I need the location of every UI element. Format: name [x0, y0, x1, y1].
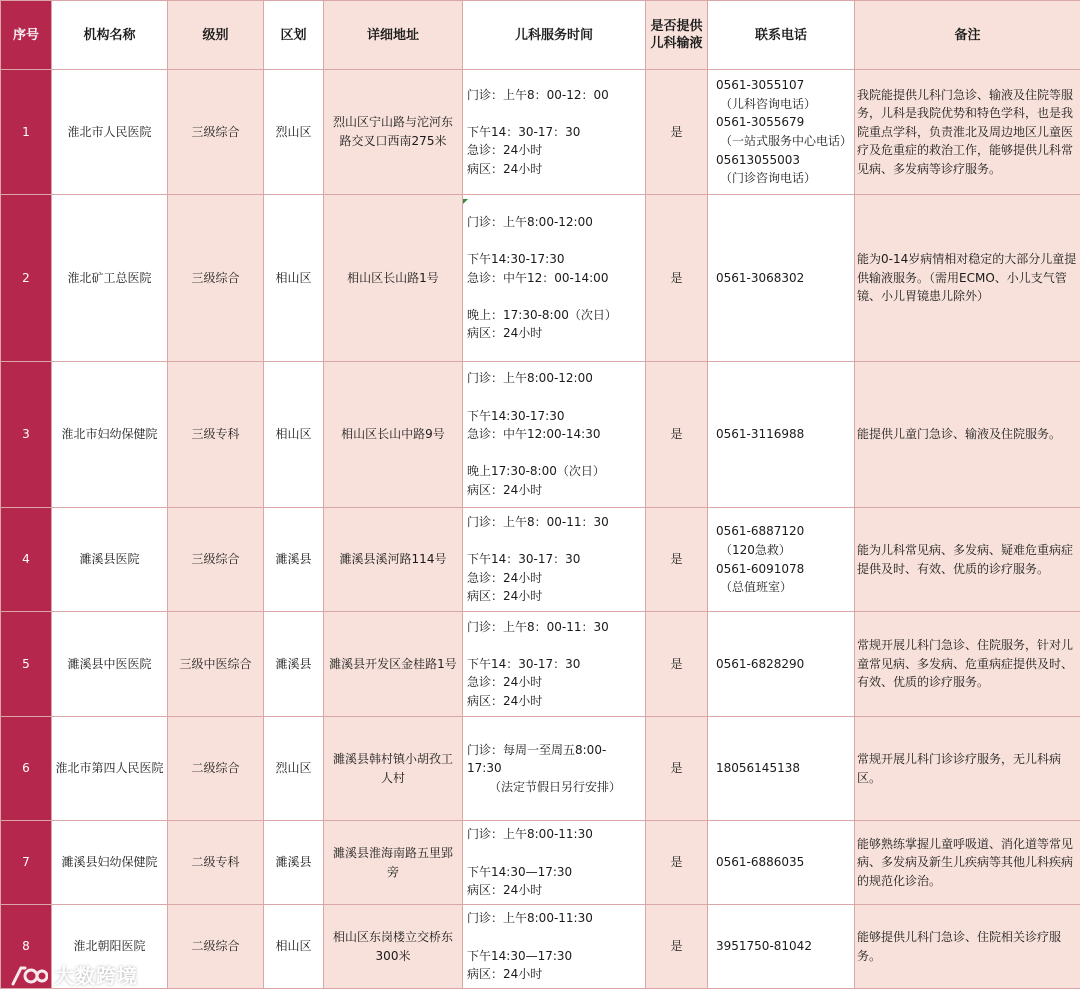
hours-line: 病区：24小时 — [467, 326, 543, 341]
remark: 能够熟练掌握儿童呼吸道、消化道等常见病、多发病及新生儿疾病等其他儿科疾病的规范化诊治。 — [855, 821, 1080, 905]
phone-number: 18056145138 — [716, 761, 800, 776]
address: 相山区东岗楼立交桥东300米 — [324, 905, 463, 989]
hours-line: 门诊：每周一至周五8:00- — [467, 742, 607, 757]
contact-phone — [708, 612, 855, 717]
header-note: 备注 — [855, 1, 1080, 70]
hours-line: 下午14:30—17:30 — [467, 948, 573, 963]
hospital-level: 三级中医综合 — [168, 612, 264, 717]
hospital-name: 濉溪县妇幼保健院 — [52, 821, 168, 905]
phone-number: 0561-6828290 — [716, 656, 805, 671]
hours-line: 下午14：30-17：30 — [467, 656, 581, 671]
hours-line: 下午14：30-17：30 — [467, 124, 581, 139]
infusion-flag: 是 — [646, 612, 708, 717]
infusion-flag: 是 — [646, 70, 708, 195]
remark: 能提供儿童门急诊、输液及住院服务。 — [855, 362, 1080, 508]
hours-line: 病区：24小时 — [467, 883, 543, 898]
infusion-flag: 是 — [646, 508, 708, 612]
district: 濉溪县 — [264, 612, 324, 717]
district: 濉溪县 — [264, 821, 324, 905]
infusion-flag: 是 — [646, 717, 708, 821]
phone-number: 0561-6886035 — [716, 855, 805, 870]
phone-label: （儿科咨询电话） — [720, 96, 817, 111]
address: 濉溪县开发区金桂路1号 — [324, 612, 463, 717]
hours-line: 门诊：上午8:00-12:00 — [467, 214, 593, 229]
address: 濉溪县溪河路114号 — [324, 508, 463, 612]
service-hours — [463, 508, 646, 612]
remark: 常规开展儿科门急诊、住院服务，针对儿童常见病、多发病、危重病症提供及时、有效、优质的诊疗服务。 — [855, 612, 1080, 717]
header-district: 区划 — [264, 1, 324, 70]
service-hours — [463, 195, 646, 362]
row-index: 5 — [1, 612, 52, 717]
table-row — [1, 508, 1080, 612]
remark: 我院能提供儿科门急诊、输液及住院等服务，儿科是我院优势和特色学科，也是我院重点学科，负责淮北及周边地区儿童医疗及危重症的救治工作，能够提供儿科常见病、多发病等诊疗服务。 — [855, 70, 1080, 195]
header-address: 详细地址 — [324, 1, 463, 70]
remark: 常规开展儿科门诊诊疗服务，无儿科病区。 — [855, 717, 1080, 821]
phone-label: （一站式服务中心电话） — [720, 134, 853, 148]
phone-number: 0561-3068302 — [716, 270, 805, 285]
watermark — [10, 960, 138, 989]
hours-line: 晚上：17:30-8:00（次日） — [467, 307, 617, 322]
hours-line: 门诊：上午8：00-11：30 — [467, 619, 609, 634]
hours-line: 晚上17:30-8:00（次日） — [467, 464, 605, 479]
table-row — [1, 717, 1080, 821]
remark: 能够提供儿科门急诊、住院相关诊疗服务。 — [855, 905, 1080, 989]
hospital-name: 淮北矿工总医院 — [52, 195, 168, 362]
header-hours: 儿科服务时间 — [463, 1, 646, 70]
hours-line: 下午14：30-17：30 — [467, 552, 581, 567]
table-row — [1, 905, 1080, 989]
address: 相山区长山路1号 — [324, 195, 463, 362]
hours-line: 病区：24小时 — [467, 161, 543, 176]
service-hours — [463, 905, 646, 989]
row-index: 3 — [1, 362, 52, 508]
hours-line: 急诊：24小时 — [467, 675, 543, 690]
header-level: 级别 — [168, 1, 264, 70]
hours-line: （法定节假日另行安排） — [489, 779, 622, 794]
hospital-level: 二级专科 — [168, 821, 264, 905]
address: 相山区长山中路9号 — [324, 362, 463, 508]
hours-line: 急诊：中午12:00-14:30 — [467, 427, 601, 442]
hours-line: 门诊：上午8:00-11:30 — [467, 911, 593, 926]
phone-number: 0561-3116988 — [716, 427, 805, 442]
contact-phone — [708, 70, 855, 195]
district: 烈山区 — [264, 70, 324, 195]
table-row — [1, 362, 1080, 508]
address: 烈山区宁山路与沱河东路交叉口西南275米 — [324, 70, 463, 195]
table-row — [1, 70, 1080, 195]
service-hours — [463, 70, 646, 195]
hospital-level: 二级综合 — [168, 717, 264, 821]
table-row — [1, 821, 1080, 905]
contact-phone — [708, 905, 855, 989]
header-infusion: 是否提供儿科输液 — [646, 1, 708, 70]
header-name: 机构名称 — [52, 1, 168, 70]
address: 濉溪县韩村镇小胡孜工人村 — [324, 717, 463, 821]
hours-line: 病区：24小时 — [467, 589, 543, 604]
watermark-logo-icon — [10, 962, 48, 988]
hospital-level: 三级综合 — [168, 70, 264, 195]
infusion-flag: 是 — [646, 821, 708, 905]
remark: 能为0-14岁病情相对稳定的大部分儿童提供输液服务。（需用ECMO、小儿支气管镜、小儿胃镜患儿除外） — [855, 195, 1080, 362]
contact-phone — [708, 195, 855, 362]
row-index: 4 — [1, 508, 52, 612]
phone-number: 0561-3055679 — [716, 115, 805, 130]
hours-line: 病区：24小时 — [467, 693, 543, 708]
service-hours — [463, 717, 646, 821]
hospital-level: 三级综合 — [168, 508, 264, 612]
hours-line: 17:30 — [467, 761, 502, 776]
hospital-name: 淮北市人民医院 — [52, 70, 168, 195]
infusion-flag: 是 — [646, 195, 708, 362]
hours-line: 下午14:30-17:30 — [467, 408, 565, 423]
contact-phone — [708, 821, 855, 905]
service-hours — [463, 821, 646, 905]
hours-line: 急诊：24小时 — [467, 570, 543, 585]
contact-phone — [708, 362, 855, 508]
row-index: 7 — [1, 821, 52, 905]
table-row — [1, 612, 1080, 717]
service-hours — [463, 362, 646, 508]
phone-number: 0561-6887120 — [716, 524, 805, 539]
row-index: 2 — [1, 195, 52, 362]
phone-number: 3951750-81042 — [716, 939, 812, 954]
district: 濉溪县 — [264, 508, 324, 612]
district: 相山区 — [264, 362, 324, 508]
phone-label: （总值班室） — [720, 580, 793, 595]
hours-line: 门诊：上午8:00-12:00 — [467, 371, 593, 386]
hours-line: 门诊：上午8：00-12：00 — [467, 87, 609, 102]
phone-label: （120急救） — [720, 542, 791, 557]
watermark-text: 大数跨境 — [54, 964, 138, 988]
service-hours — [463, 612, 646, 717]
contact-phone — [708, 717, 855, 821]
hours-line: 病区：24小时 — [467, 482, 543, 497]
hours-line: 病区：24小时 — [467, 967, 543, 982]
phone-label: （门诊咨询电话） — [720, 171, 817, 186]
infusion-flag: 是 — [646, 905, 708, 989]
district: 相山区 — [264, 905, 324, 989]
row-index: 6 — [1, 717, 52, 821]
hospital-name: 淮北市第四人民医院 — [52, 717, 168, 821]
phone-number: 0561-3055107 — [716, 78, 805, 93]
hospital-name: 淮北朝阳医院 — [52, 905, 168, 989]
hospital-level: 二级综合 — [168, 905, 264, 989]
hospital-level: 三级专科 — [168, 362, 264, 508]
phone-number: 05613055003 — [716, 152, 800, 167]
hospital-name: 濉溪县中医医院 — [52, 612, 168, 717]
hospital-level: 三级综合 — [168, 195, 264, 362]
hours-line: 门诊：上午8:00-11:30 — [467, 827, 593, 842]
header-index: 序号 — [1, 1, 52, 70]
phone-number: 0561-6091078 — [716, 561, 805, 576]
contact-phone — [708, 508, 855, 612]
cell-comment-marker — [463, 199, 468, 204]
hours-line: 下午14:30—17:30 — [467, 864, 573, 879]
header-row — [1, 1, 1080, 70]
hospital-name: 濉溪县医院 — [52, 508, 168, 612]
table-row — [1, 195, 1080, 362]
remark: 能为儿科常见病、多发病、疑难危重病症提供及时、有效、优质的诊疗服务。 — [855, 508, 1080, 612]
hours-line: 下午14:30-17:30 — [467, 252, 565, 267]
header-phone: 联系电话 — [708, 1, 855, 70]
hours-line: 急诊：24小时 — [467, 143, 543, 158]
hospital-name: 淮北市妇幼保健院 — [52, 362, 168, 508]
row-index: 1 — [1, 70, 52, 195]
hours-line: 门诊：上午8：00-11：30 — [467, 515, 609, 530]
infusion-flag: 是 — [646, 362, 708, 508]
hours-line: 急诊：中午12：00-14:00 — [467, 270, 609, 285]
address: 濉溪县淮海南路五里郢旁 — [324, 821, 463, 905]
district: 相山区 — [264, 195, 324, 362]
district: 烈山区 — [264, 717, 324, 821]
row-index: 8 — [1, 905, 52, 989]
